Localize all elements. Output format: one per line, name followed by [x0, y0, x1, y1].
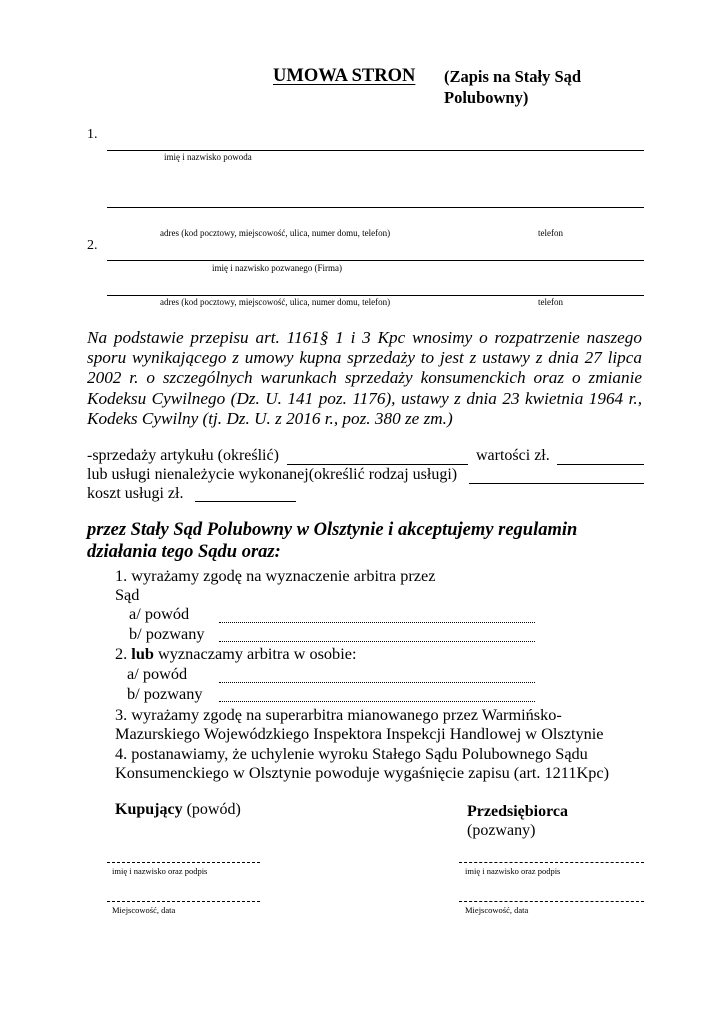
- seller-sign-label: imię i nazwisko oraz podpis: [465, 866, 561, 876]
- item-2-bold: lub: [131, 644, 154, 663]
- service-line[interactable]: [469, 483, 644, 484]
- item-1-a-line[interactable]: [219, 622, 535, 623]
- item-4-line1: 4. postanawiamy, że uchylenie wyroku Stałego Sądu Polubownego Sądu: [115, 744, 588, 763]
- document-subtitle-line1: (Zapis na Stały Sąd: [444, 67, 582, 86]
- seller-place-line[interactable]: [459, 901, 644, 902]
- buyer-place-line[interactable]: [107, 901, 260, 902]
- seller-heading-bold: Przedsiębiorca: [467, 803, 569, 820]
- seller-sign-line[interactable]: [459, 862, 644, 863]
- party-2-address-label: adres (kod pocztowy, miejscowość, ulica, numer domu, telefon): [160, 297, 391, 307]
- buyer-role: (powód): [186, 801, 241, 818]
- item-1-b-line[interactable]: [219, 641, 535, 642]
- buyer-sign-label: imię i nazwisko oraz podpis: [112, 866, 208, 876]
- party-1-address-line[interactable]: [107, 207, 644, 208]
- court-heading-line1: przez Stały Sąd Polubowny w Olsztynie i akceptujemy regulamin: [87, 520, 578, 540]
- item-1-line1: 1. wyrażamy zgodę na wyznaczenie arbitra przez: [115, 566, 436, 585]
- item-1-a-label: a/ powód: [129, 604, 190, 623]
- item-1-b-label: b/ pozwany: [129, 624, 205, 643]
- item-2-number: 2.: [115, 644, 128, 663]
- item-2-line: [115, 644, 356, 664]
- party-1-number: 1.: [87, 127, 98, 142]
- buyer-sign-line[interactable]: [107, 862, 260, 863]
- party-2-address-line[interactable]: [107, 295, 644, 296]
- item-3-line2: Mazurskiego Wojewódzkiego Inspektora Inspekcji Handlowej w Olsztynie: [115, 724, 604, 743]
- item-2-text: wyznaczamy arbitra w osobie:: [158, 644, 357, 663]
- service-cost-line[interactable]: [195, 501, 296, 502]
- document-title: UMOWA STRON: [273, 66, 416, 86]
- item-2-a-label: a/ powód: [127, 664, 188, 683]
- item-4-line2: Konsumenckiego w Olsztynie powoduje wygaśnięcie zapisu (art. 1211Kpc): [115, 763, 610, 782]
- item-2-b-label: b/ pozwany: [127, 684, 203, 703]
- party-2-phone-label: telefon: [538, 297, 563, 307]
- legal-basis-paragraph: Na podstawie przepisu art. 1161§ 1 i 3 Kpc wnosimy o rozpatrzenie naszego sporu wynikającego z umowy kupna sprzedaży to jest z ustawy z dnia 27 lipca 2002 r. o szczególnych warunkach sprzedaży konsumenckich oraz o zmianie Kodeksu Cywilnego (Dz. U. 141 poz. 1176), ustawy z dnia 23 kwietnia 1964 r., Kodeks Cywilny (tj. Dz. U. z 2016 r., poz. 380 ze zm.): [87, 328, 642, 428]
- seller-heading-role: (pozwany): [467, 822, 536, 839]
- party-2-name-label: imię i nazwisko pozwanego (Firma): [212, 263, 342, 273]
- party-2-number: 2.: [87, 238, 98, 253]
- value-label: wartości zł.: [476, 447, 550, 464]
- buyer-bold: Kupujący: [115, 801, 183, 818]
- sale-article-line[interactable]: [287, 464, 468, 465]
- value-line[interactable]: [557, 464, 644, 465]
- party-1-address-label: adres (kod pocztowy, miejscowość, ulica, numer domu, telefon): [160, 228, 391, 238]
- service-cost-label: koszt usługi zł.: [87, 485, 184, 502]
- document-subtitle-line2: Polubowny): [444, 88, 529, 107]
- party-2-name-line[interactable]: [107, 260, 644, 261]
- court-heading-line2: działania tego Sądu oraz:: [87, 542, 281, 562]
- party-1-name-label: imię i nazwisko powoda: [164, 152, 252, 162]
- sale-article-label: -sprzedaży artykułu (określić): [87, 447, 279, 464]
- item-2-a-line[interactable]: [219, 682, 535, 683]
- buyer-heading: [115, 801, 241, 819]
- party-1-phone-label: telefon: [538, 228, 563, 238]
- service-label: lub usługi nienależycie wykonanej(określić rodzaj usługi): [87, 466, 458, 483]
- seller-place-label: Miejscowość, data: [465, 905, 529, 915]
- buyer-place-label: Miejscowość, data: [112, 905, 176, 915]
- item-3-line1: 3. wyrażamy zgodę na superarbitra mianowanego przez Warmińsko-: [115, 705, 562, 724]
- item-1-line2: Sąd: [115, 585, 140, 604]
- party-1-name-line[interactable]: [107, 150, 644, 151]
- item-2-b-line[interactable]: [219, 701, 535, 702]
